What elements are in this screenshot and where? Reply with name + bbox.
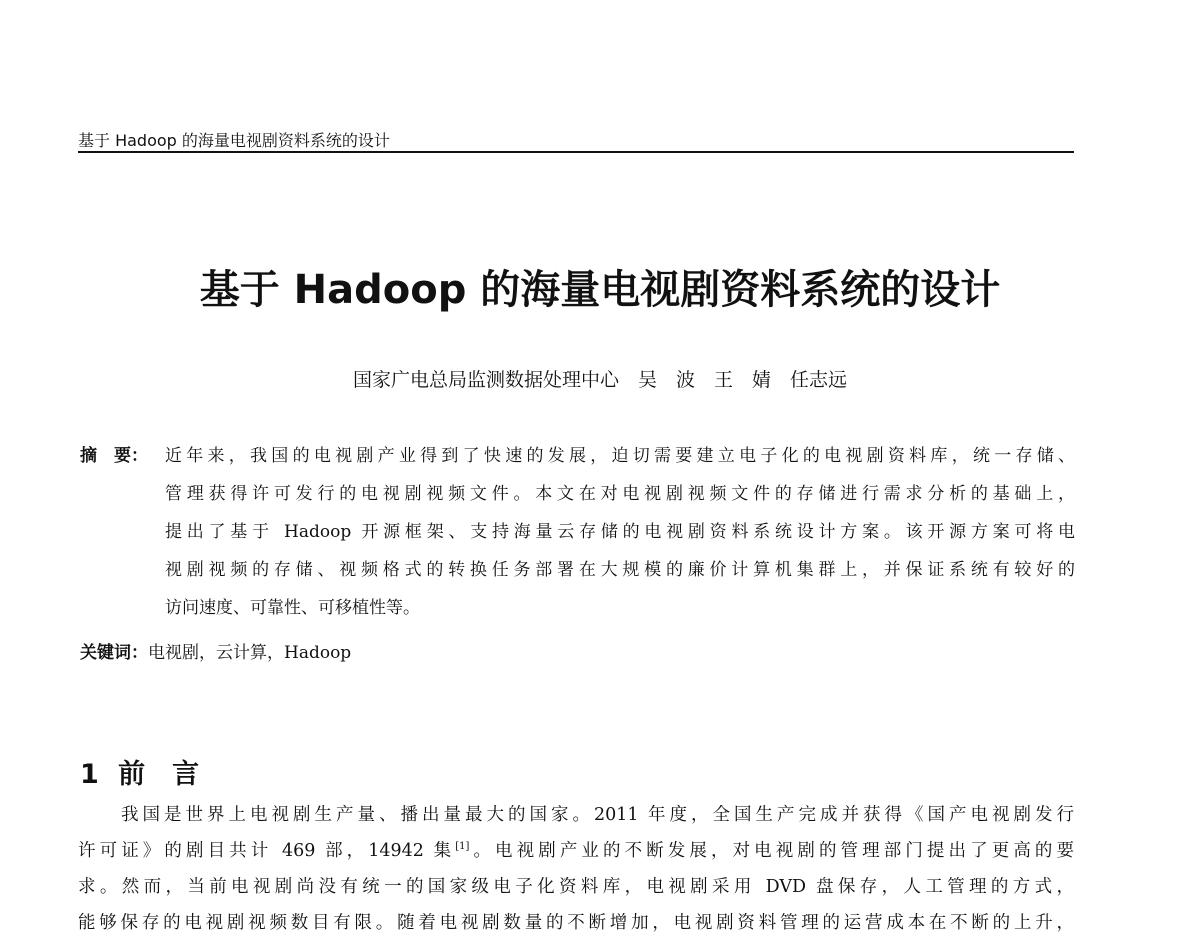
body-text: 许可证》的剧目共计 469 部，14942 集 — [78, 841, 456, 861]
body-line — [78, 837, 1074, 862]
authors: 国家广电总局监测数据处理中心 吴 波 王 婧 任志远 — [352, 369, 847, 391]
keywords — [80, 638, 351, 663]
body-line: 能够保存的电视剧视频数目有限。随着电视剧数量的不断增加，电视剧资料管理的运营成本在不断的上升， — [78, 913, 1074, 933]
abstract-line: 访问速度、可靠性、可移植性等。 — [165, 598, 420, 618]
header-rule-left — [78, 152, 478, 153]
abstract-line: 管理获得许可发行的电视剧视频文件。本文在对电视剧视频文件的存储进行需求分析的基础上， — [165, 484, 1075, 504]
paper-title: 基于 Hadoop 的海量电视剧资料系统的设计 — [199, 267, 1001, 313]
abstract-label: 摘 要： — [80, 446, 148, 466]
keywords-label: 关键词： — [80, 643, 148, 663]
citation-ref: [1] — [455, 841, 470, 853]
body-line: 求。然而，当前电视剧尚没有统一的国家级电子化资料库，电视剧采用 DVD 盘保存，人工管理的方式， — [78, 877, 1074, 897]
abstract-line: 提出了基于 Hadoop 开源框架、支持海量云存储的电视剧资料系统设计方案。该开源方案可将电 — [165, 522, 1075, 542]
header-rule-gap — [78, 150, 486, 151]
running-head: 基于 Hadoop 的海量电视剧资料系统的设计 — [78, 131, 390, 150]
abstract-line: 视剧视频的存储、视频格式的转换任务部署在大规模的廉价计算机集群上，并保证系统有较好的 — [165, 560, 1075, 580]
body-line: 我国是世界上电视剧生产量、播出量最大的国家。2011 年度，全国生产完成并获得《国产电视剧发行 — [78, 805, 1074, 825]
abstract-line: 近年来，我国的电视剧产业得到了快速的发展，迫切需要建立电子化的电视剧资料库，统一存储、 — [165, 446, 1075, 466]
body-text: 。电视剧产业的不断发展，对电视剧的管理部门提出了更高的要 — [469, 841, 1075, 861]
keywords-value: 电视剧，云计算，Hadoop — [148, 643, 352, 663]
section-heading: 1 前 言 — [80, 759, 200, 790]
